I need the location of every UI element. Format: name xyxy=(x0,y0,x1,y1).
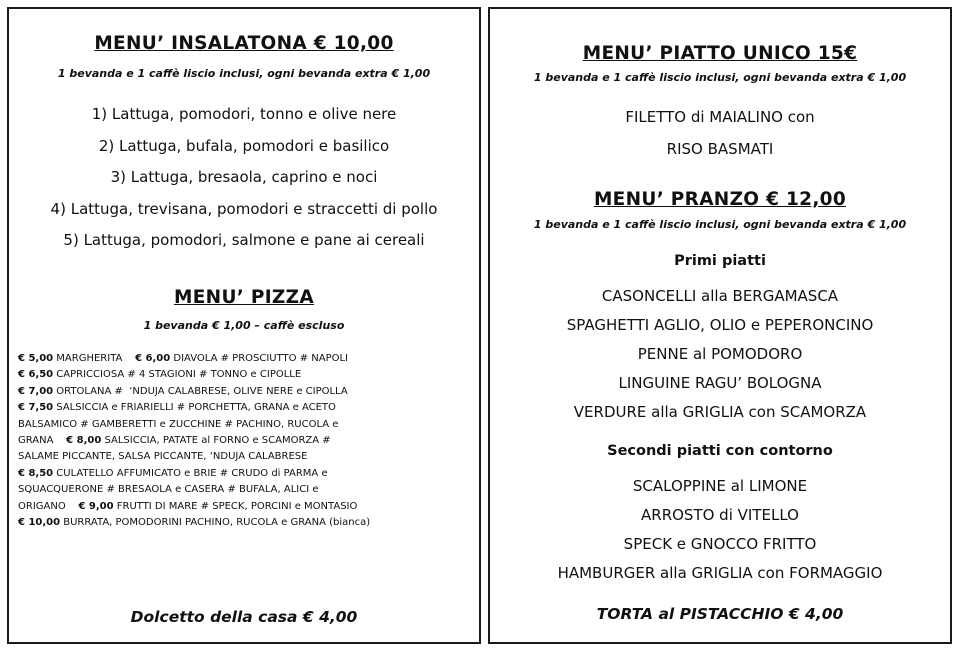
secondi-heading: Secondi piatti con contorno xyxy=(607,443,833,459)
primi-heading: Primi piatti xyxy=(674,253,766,269)
pizza-line xyxy=(18,367,479,383)
dolcetto-line: Dolcetto della casa € 4,00 xyxy=(130,608,358,626)
pizza-names: BALSAMICO # GAMBERETTI e ZUCCHINE # PACHINO, RUCOLA e xyxy=(18,418,339,430)
list-item: 2) Lattuga, bufala, pomodori e basilico xyxy=(98,136,390,155)
list-item: FILETTO di MAIALINO con xyxy=(625,108,815,126)
list-item: PENNE al POMODORO xyxy=(637,345,803,363)
price-label: € 8,50 xyxy=(18,467,54,479)
pizza-names: BURRATA, POMODORINI PACHINO, RUCOLA e GRANA (bianca) xyxy=(60,517,371,529)
pizza-names: CULATELLO AFFUMICATO e BRIE # CRUDO di PARMA e xyxy=(53,467,328,479)
pizza-names: GRANA xyxy=(18,435,67,447)
torta-line: TORTA al PISTACCHIO € 4,00 xyxy=(596,605,844,623)
price-label: € 8,00 xyxy=(66,435,102,447)
price-label: € 9,00 xyxy=(78,500,114,512)
secondi-list xyxy=(490,472,950,588)
pizza-names: ORIGANO xyxy=(18,500,79,512)
pizza-names: SALSICCIA, PATATE al FORNO e SCAMORZA # xyxy=(101,435,331,447)
price-label: € 7,00 xyxy=(18,385,54,397)
pizza-line xyxy=(18,499,479,515)
list-item: SPAGHETTI AGLIO, OLIO e PEPERONCINO xyxy=(566,316,874,334)
list-item: 1) Lattuga, pomodori, tonno e olive nere xyxy=(91,105,397,123)
list-item: RISO BASMATI xyxy=(666,140,774,158)
pizza-names: CAPRICCIOSA # 4 STAGIONI # TONNO e CIPOLLE xyxy=(53,369,302,381)
insalatona-list xyxy=(9,99,479,257)
pizza-names: SALSICCIA e FRIARIELLI # PORCHETTA, GRANA e ACETO xyxy=(53,402,336,414)
pizza-names: FRUTTI DI MARE # SPECK, PORCINI e MONTASIO xyxy=(113,500,358,512)
list-item: LINGUINE RAGU’ BOLOGNA xyxy=(618,374,822,392)
list-item: HAMBURGER alla GRIGLIA con FORMAGGIO xyxy=(557,564,883,582)
pizza-line xyxy=(18,449,479,465)
pranzo-title: MENU’ PRANZO € 12,00 xyxy=(593,189,847,210)
insalatona-note: 1 bevanda e 1 caffè liscio inclusi, ogni bevanda extra € 1,00 xyxy=(57,67,431,80)
pizza-line xyxy=(18,384,479,400)
pizza-line xyxy=(18,433,479,449)
pizza-line xyxy=(18,482,479,498)
price-label: € 10,00 xyxy=(18,517,61,529)
primi-list xyxy=(490,282,950,427)
list-item: 4) Lattuga, trevisana, pomodori e straccetti di pollo xyxy=(50,199,438,218)
pizza-line xyxy=(18,417,479,433)
pizza-line xyxy=(18,400,479,416)
pizza-names: SALAME PICCANTE, SALSA PICCANTE, ‘NDUJA CALABRESE xyxy=(18,451,308,463)
pizza-line xyxy=(18,466,479,482)
list-item: SCALOPPINE al LIMONE xyxy=(632,477,808,495)
pranzo-note: 1 bevanda e 1 caffè liscio inclusi, ogni bevanda extra € 1,00 xyxy=(533,218,907,231)
list-item: 5) Lattuga, pomodori, salmone e pane ai cereali xyxy=(63,231,425,250)
pizza-line xyxy=(18,515,479,531)
list-item: 3) Lattuga, bresaola, caprino e noci xyxy=(110,168,378,187)
right-menu-panel xyxy=(488,7,952,644)
piatto-unico-title: MENU’ PIATTO UNICO 15€ xyxy=(582,43,858,64)
pizza-list xyxy=(9,351,479,531)
list-item: VERDURE alla GRIGLIA con SCAMORZA xyxy=(573,403,867,421)
pizza-names: ORTOLANA # ‘NDUJA CALABRESE, OLIVE NERE e CIPOLLA xyxy=(53,385,348,397)
price-label: € 6,00 xyxy=(135,353,171,364)
list-item: SPECK e GNOCCO FRITTO xyxy=(623,535,817,553)
list-item: CASONCELLI alla BERGAMASCA xyxy=(601,287,839,305)
pizza-names: SQUACQUERONE # BRESAOLA e CASERA # BUFALA, ALICI e xyxy=(18,484,319,496)
piatto-unico-note: 1 bevanda e 1 caffè liscio inclusi, ogni bevanda extra € 1,00 xyxy=(533,71,907,84)
price-label: € 5,00 xyxy=(18,353,54,364)
list-item: ARROSTO di VITELLO xyxy=(641,506,799,524)
pizza-names: MARGHERITA xyxy=(53,353,136,364)
price-label: € 7,50 xyxy=(18,402,54,414)
price-label: € 6,50 xyxy=(18,369,54,381)
pizza-note: 1 bevanda € 1,00 – caffè escluso xyxy=(143,319,345,332)
piatto-unico-list xyxy=(490,101,950,165)
pizza-title: MENU’ PIZZA xyxy=(174,287,314,308)
pizza-names: DIAVOLA # PROSCIUTTO # NAPOLI xyxy=(170,353,349,364)
pizza-line xyxy=(18,351,479,367)
insalatona-title: MENU’ INSALATONA € 10,00 xyxy=(94,33,394,54)
left-menu-panel xyxy=(7,7,481,644)
